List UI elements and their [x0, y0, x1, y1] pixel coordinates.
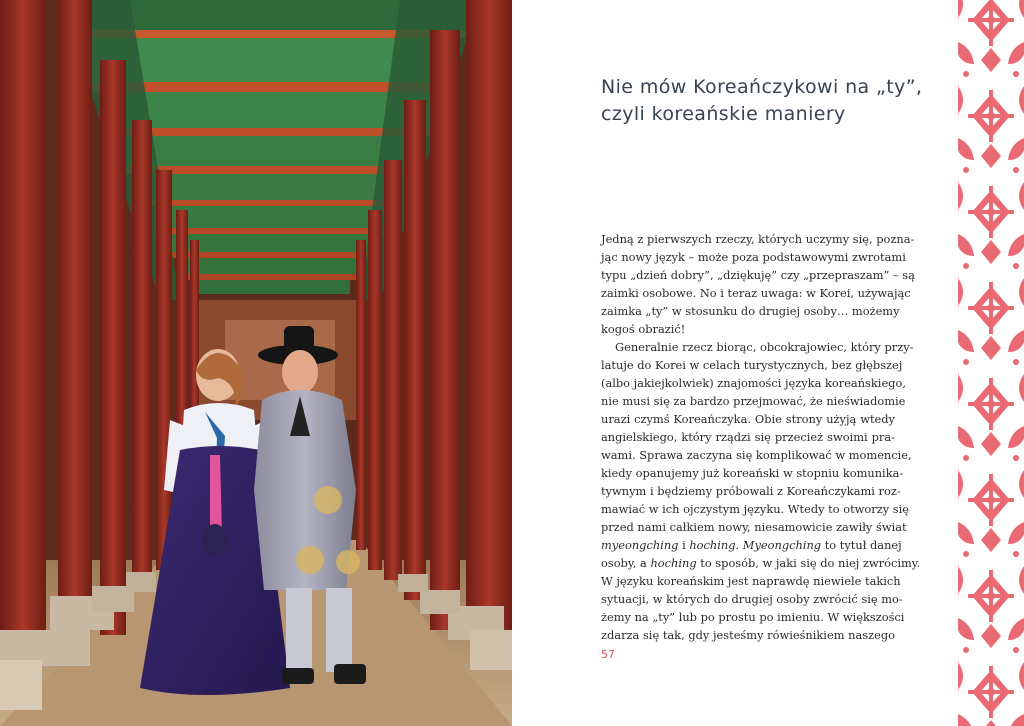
page-number: 57 [601, 648, 615, 661]
ornament-motif [958, 374, 1024, 461]
body-line: kiedy opanujemy już koreański w stopniu komunika- [601, 466, 904, 480]
body-line: kogoś obrazić! [601, 322, 686, 336]
chapter-title [601, 74, 941, 128]
body-line: sytuacji, w których do drugiej osoby zwrócić się mo- [601, 592, 903, 606]
body-line: W języku koreańskim jest naprawdę niewiele takich [601, 574, 901, 588]
chapter-title-line-2: czyli koreańskie maniery [601, 103, 846, 125]
ornament-motif [958, 0, 1024, 77]
body-line: typu „dzień dobry”, „dziękuję” czy „przepraszam” – są [601, 268, 915, 282]
ornament-motif [958, 182, 1024, 269]
body-line: zdarza się tak, gdy jesteśmy rówieśnikiem naszego [601, 628, 895, 642]
ornament-motif [958, 278, 1024, 365]
ornament-motif [958, 662, 1024, 726]
body-line: przed nami całkiem nowy, niesamowicie zawiły świat [601, 520, 907, 534]
body-line: latuje do Korei w celach turystycznych, bez głębszej [601, 358, 903, 372]
body-line: Jedną z pierwszych rzeczy, których uczymy się, pozna- [601, 232, 915, 246]
body-line: zaimka „ty” w stosunku do drugiej osoby… możemy [601, 304, 900, 318]
body-line: (albo jakiejkolwiek) znajomości języka koreańskiego, [601, 376, 906, 390]
body-line: Generalnie rzecz biorąc, obcokrajowiec, który przy- [615, 340, 914, 354]
text-page [512, 0, 1024, 726]
body-line: tywnym i będziemy próbowali z Koreańczykami roz- [601, 484, 901, 498]
body-line: mawiać w ich ojczystym języku. Wtedy to otworzy się [601, 502, 910, 516]
ornament-motif [958, 566, 1024, 653]
ornament-border [958, 0, 1024, 726]
body-line: jąc nowy język – może poza podstawowymi zwrotami [601, 250, 906, 264]
ornament-motif [958, 86, 1024, 173]
body-text [601, 230, 921, 644]
body-line: żemy na „ty” lub po prostu po imieniu. W większości [601, 610, 905, 624]
body-line: zaimki osobowe. No i teraz uwaga: w Korei, używając [601, 286, 911, 300]
body-line: angielskiego, który rządzi się przecież swoimi pra- [601, 430, 895, 444]
body-line: nie musi się za bardzo przejmować, że nieświadomie [601, 394, 906, 408]
body-line: wami. Sprawa zaczyna się komplikować w momencie, [601, 448, 912, 462]
ornament-motif [958, 470, 1024, 557]
folk-pattern-icon [958, 0, 1024, 726]
body-line-italic-terms: myeongching i hoching. Myeongching to tytuł danej [601, 538, 902, 552]
body-line-italic-terms: osoby, a hoching to sposób, w jaki się do niej zwrócimy. [601, 556, 921, 570]
chapter-title-line-1: Nie mów Koreańczykowi na „ty”, [601, 76, 923, 98]
body-line: urazi czymś Koreańczyka. Obie strony użyją wtedy [601, 412, 895, 426]
